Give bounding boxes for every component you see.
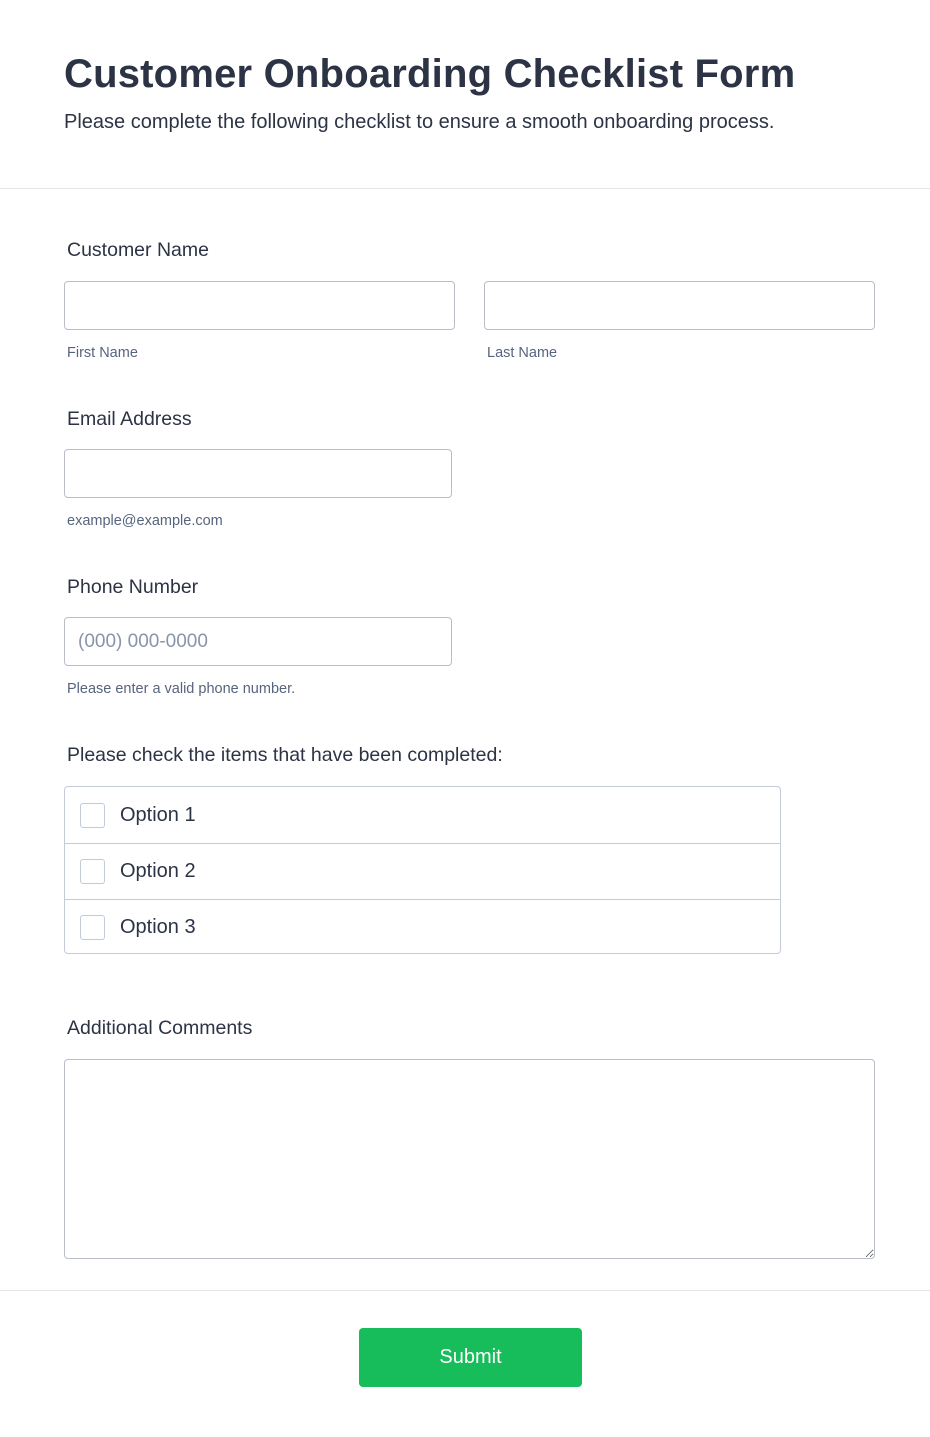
checkbox-icon[interactable] — [80, 803, 105, 828]
phone-input[interactable] — [64, 617, 452, 666]
checklist-item-label: Option 1 — [120, 803, 196, 826]
checklist-item-option-3[interactable] — [65, 899, 780, 955]
footer-divider — [0, 1290, 930, 1291]
checkbox-icon[interactable] — [80, 915, 105, 940]
email-label: Email Address — [67, 408, 192, 430]
email-input[interactable] — [64, 449, 452, 498]
comments-textarea[interactable] — [64, 1059, 875, 1259]
email-sublabel: example@example.com — [67, 513, 223, 529]
last-name-input[interactable] — [484, 281, 875, 330]
checkbox-icon[interactable] — [80, 859, 105, 884]
checklist-item-option-1[interactable] — [65, 787, 780, 843]
phone-sublabel: Please enter a valid phone number. — [67, 681, 296, 697]
checklist-label: Please check the items that have been completed: — [67, 744, 503, 766]
first-name-input[interactable] — [64, 281, 455, 330]
comments-label: Additional Comments — [67, 1017, 253, 1039]
checklist-item-option-2[interactable] — [65, 843, 780, 899]
form-subtitle: Please complete the following checklist to ensure a smooth onboarding process. — [64, 111, 775, 133]
customer-name-label: Customer Name — [67, 239, 209, 261]
last-name-sublabel: Last Name — [487, 345, 558, 361]
form-header — [0, 0, 930, 189]
phone-label: Phone Number — [67, 576, 199, 598]
submit-button[interactable]: Submit — [359, 1328, 582, 1387]
first-name-sublabel: First Name — [67, 345, 138, 361]
checklist-item-label: Option 3 — [120, 916, 196, 938]
checklist-group — [64, 786, 781, 954]
checklist-item-label: Option 2 — [120, 860, 196, 882]
form-title: Customer Onboarding Checklist Form — [64, 52, 796, 96]
